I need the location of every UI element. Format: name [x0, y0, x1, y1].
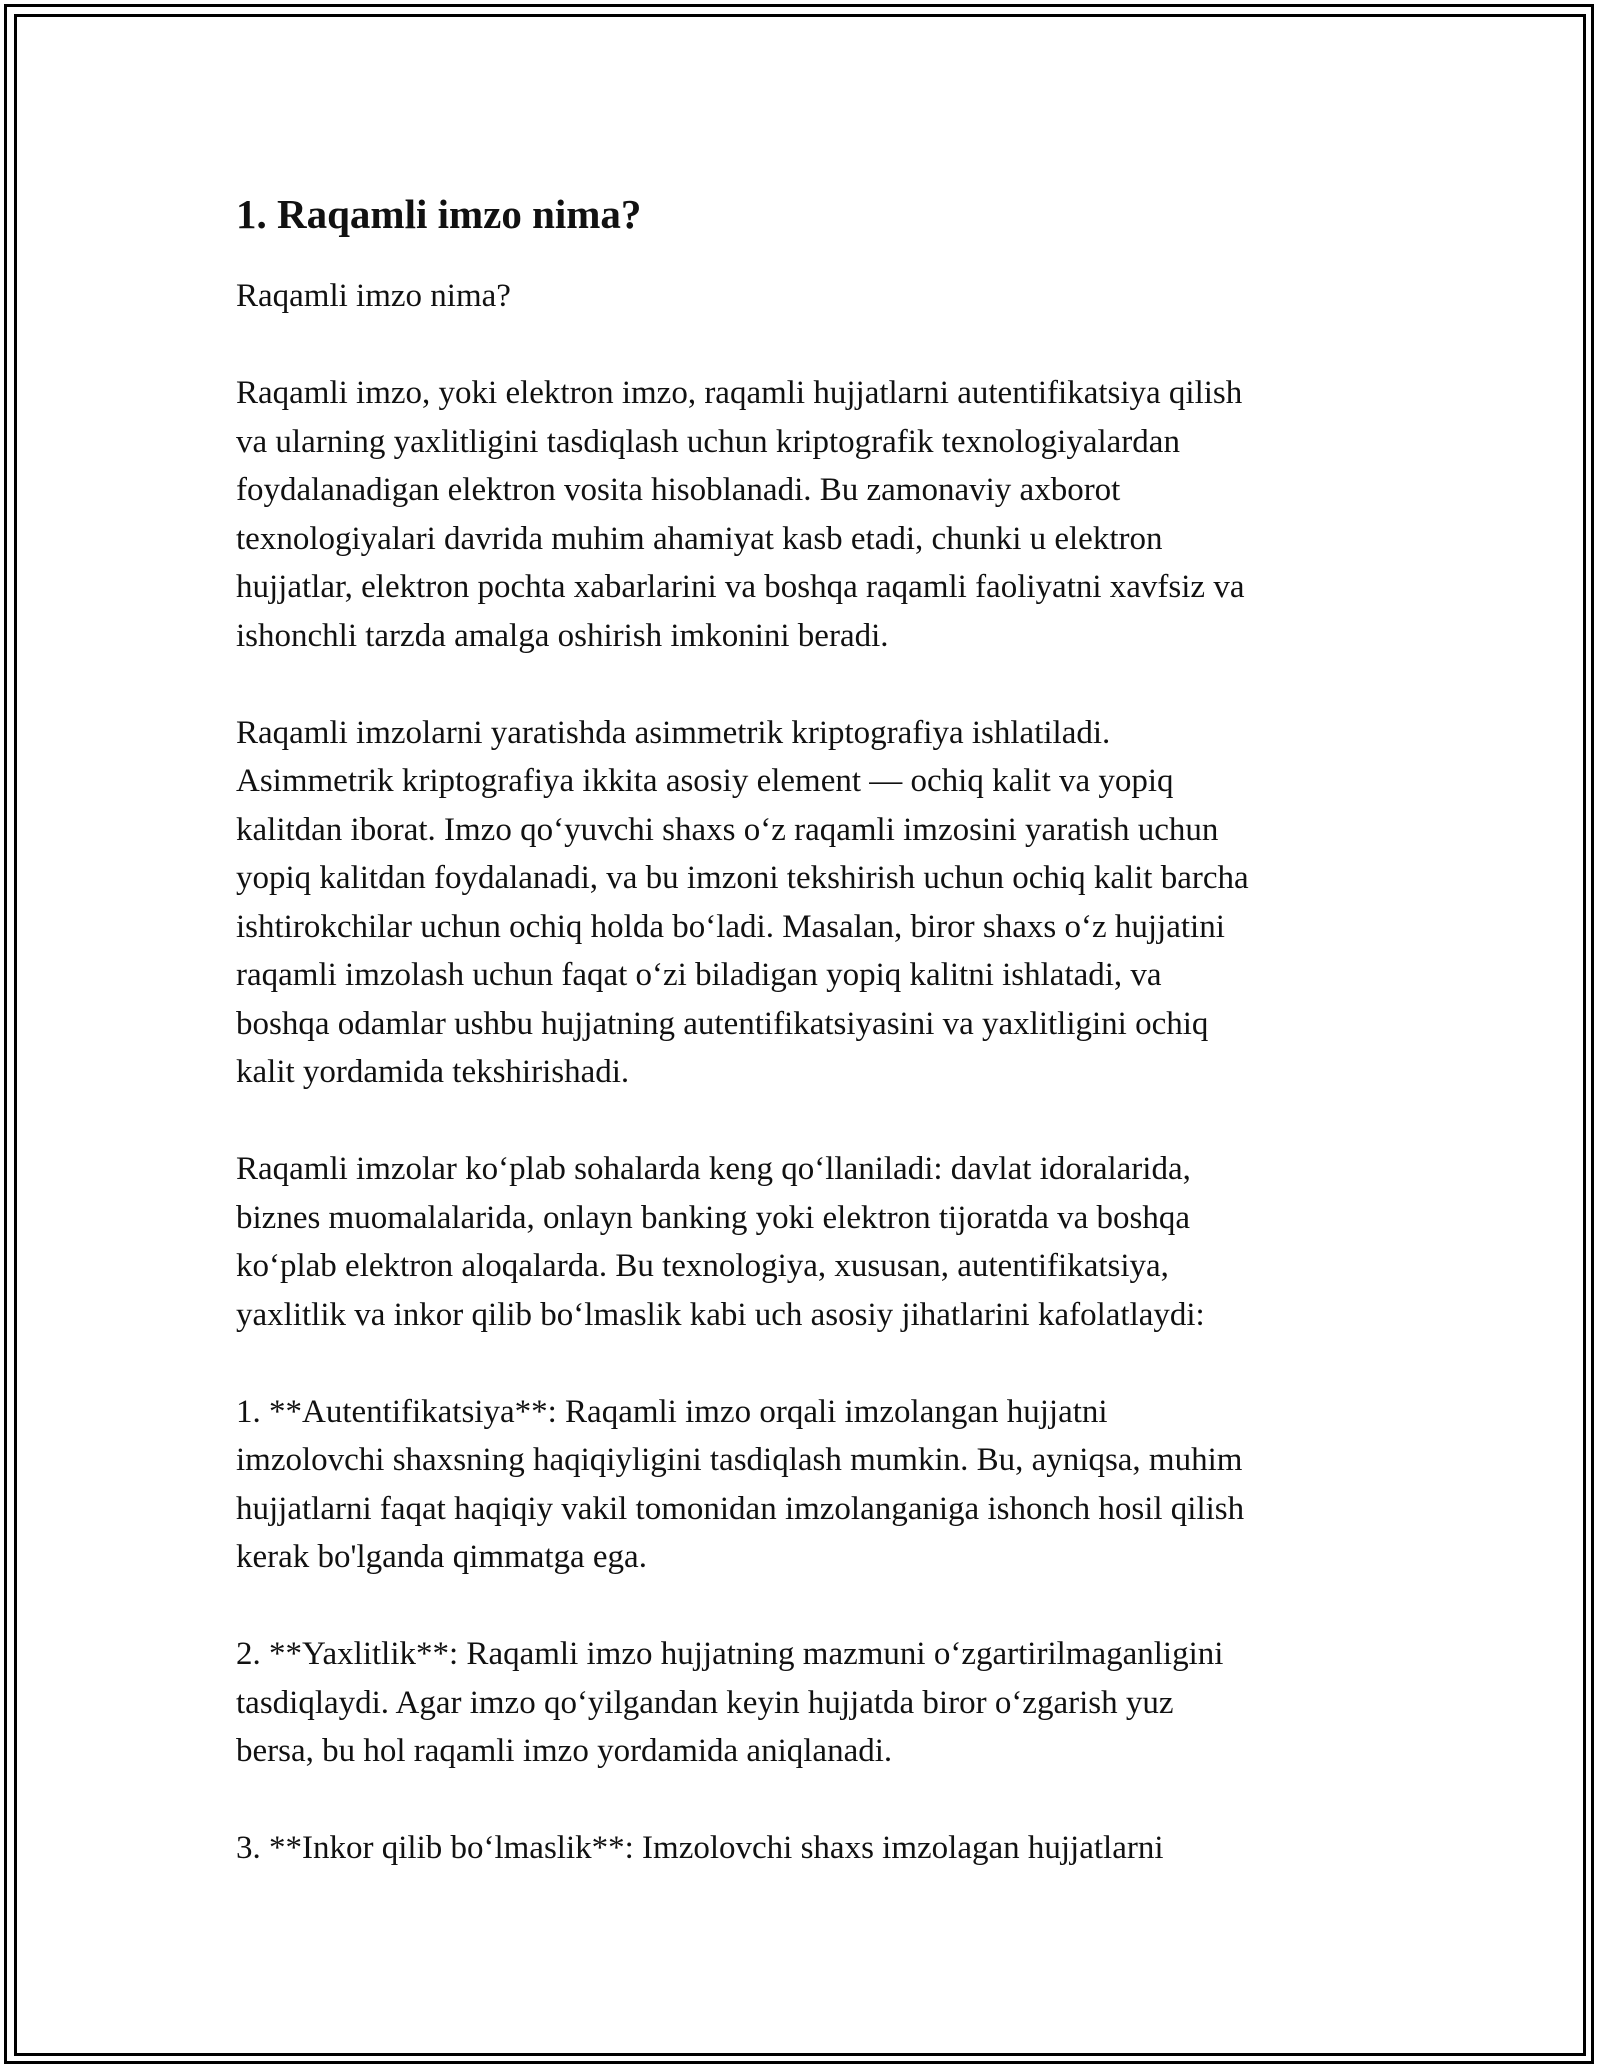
- section-heading: 1. Raqamli imzo nima?: [236, 191, 642, 237]
- list-item-non-repudiation: 3. **Inkor qilib bo‘lmaslik**: Imzolovchi shaxs imzolagan hujjatlarni: [236, 1830, 1164, 1866]
- list-item-integrity: 2. **Yaxlitlik**: Raqamli imzo hujjatning mazmuni o‘zgartirilmaganligini tasdiqlaydi. Agar imzo qo‘yilgandan keyin hujjatda biror o‘zgarish yuz bersa, bu hol raqamli imzo yordamida aniqlanadi.: [236, 1636, 1224, 1769]
- paragraph-cryptography: Raqamli imzolarni yaratishda asimmetrik kriptografiya ishlatiladi. Asimmetrik kriptografiya ikkita asosiy element — ochiq kalit va yopiq kalitdan iborat. Imzo qo‘yuvchi shaxs o‘z raqamli imzosini yaratish uchun yopiq kalitdan foydalanadi, va bu imzoni tekshirish uchun ochiq kalit barcha ishtirokchilar uchun ochiq holda bo‘ladi. Masalan, biror shaxs o‘z hujjatini raqamli imzolash uchun faqat o‘zi biladigan yopiq kalitni ishlatadi, va boshqa odamlar ushbu hujjatning autentifikatsiyasini va yaxlitligini ochiq kalit yordamida tekshirishadi.: [236, 714, 1249, 1090]
- intro-question: Raqamli imzo nima?: [236, 278, 511, 314]
- list-item-authentication: 1. **Autentifikatsiya**: Raqamli imzo orqali imzolangan hujjatni imzolovchi shaxsning haqiqiyligini tasdiqlash mumkin. Bu, ayniqsa, muhim hujjatlarni faqat haqiqiy vakil tomonidan imzolanganiga ishonch hosil qilish kerak bo'lganda qimmatga ega.: [236, 1393, 1245, 1575]
- document-body: [236, 188, 1366, 1921]
- paragraph-applications: Raqamli imzolar ko‘plab sohalarda keng qo‘llaniladi: davlat idoralarida, biznes muomalalarida, onlayn banking yoki elektron tijoratda va boshqa ko‘plab elektron aloqalarda. Bu texnologiya, xususan, autentifikatsiya, yaxlitlik va inkor qilib bo‘lmaslik kabi uch asosiy jihatlarini kafolatlaydi:: [236, 1151, 1205, 1333]
- paragraph-definition: Raqamli imzo, yoki elektron imzo, raqamli hujjatlarni autentifikatsiya qilish va ularning yaxlitligini tasdiqlash uchun kriptografik texnologiyalardan foydalanadigan elektron vosita hisoblanadi. Bu zamonaviy axborot texnologiyalari davrida muhim ahamiyat kasb etadi, chunki u elektron hujjatlar, elektron pochta xabarlarini va boshqa raqamli faoliyatni xavfsiz va ishonchli tarzda amalga oshirish imkonini beradi.: [236, 375, 1245, 654]
